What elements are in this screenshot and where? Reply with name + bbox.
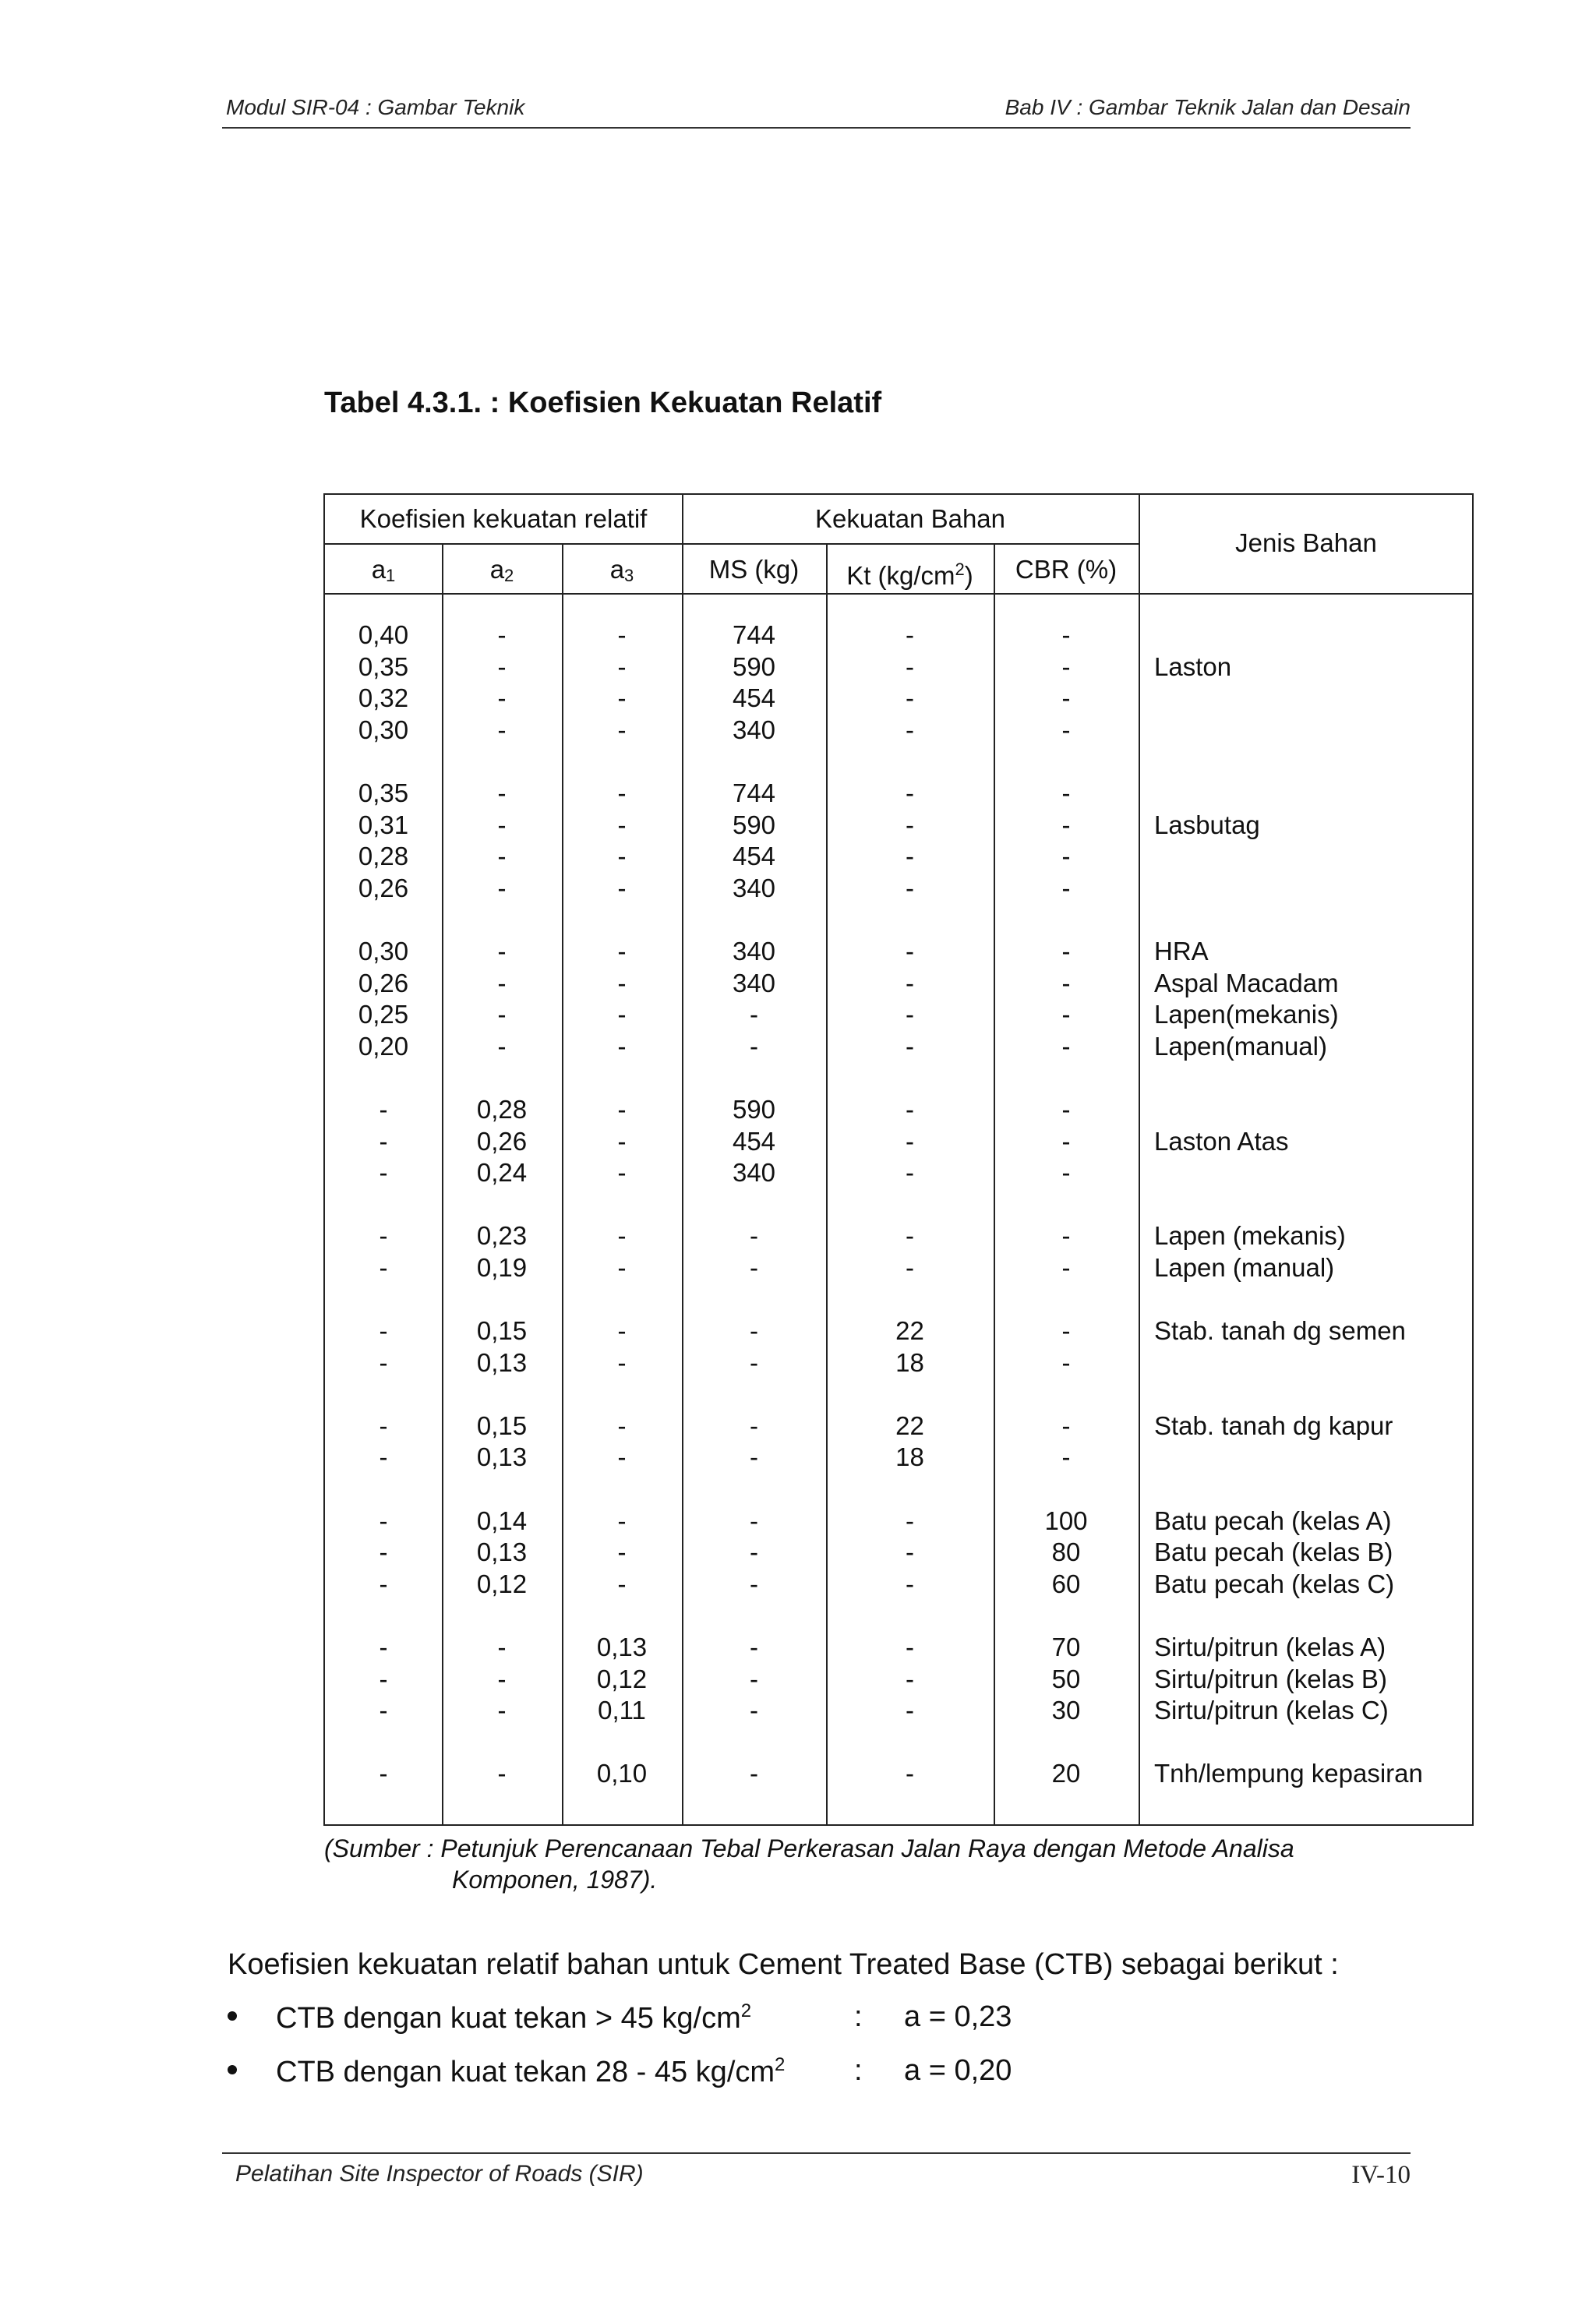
header-bottom-rule [325,593,1474,595]
bullet-colon: : [854,2054,863,2087]
source-line-2: Komponen, 1987). [452,1866,658,1894]
source-line-1: (Sumber : Petunjuk Perencanaan Tebal Perkerasan Jalan Raya dengan Metode Analisa [324,1834,1294,1862]
bullet-colon: : [854,2000,863,2033]
page-number: IV-10 [1351,2161,1411,2189]
header-chapter-title: Bab IV : Gambar Teknik Jalan dan Desain [1005,95,1411,119]
column-a1-values: 0,40 0,35 0,32 0,30 0,35 0,31 0,28 0,26 0,30 0,26 0,25 0,20 - - - - - - - - - - - - - - - - [358,620,409,1788]
column-jenis-values: Laston Lasbutag HRA Aspal Macadam Lapen(mekanis) Lapen(manual) Laston Atas Lapen (mekanis) Lapen (manual) Stab. tanah dg semen Stab. tanah dg kapur Batu pecah (kelas A) Batu pecah (kelas B) Batu pecah (kelas C) Sirtu/pitrun (kelas A) Sirtu/pitrun (kelas B) Sirtu/pitrun (kelas C) Tnh/lempung kepasiran [1154,651,1423,1788]
header-cbr: CBR (%) [1015,555,1118,584]
ctb-paragraph: Koefisien kekuatan relatif bahan untuk Cement Treated Base (CTB) sebagai berikut : [228,1948,1339,1981]
column-ms-values: 744 590 454 340 744 590 454 340 340 340 - - 590 454 340 - - - - - - - - - - - - - [732,620,776,1788]
header-jenis-bahan: Jenis Bahan [1235,528,1377,557]
footer-rule [222,2152,1411,2154]
bullet-dot-icon [228,2011,237,2021]
source-note [324,1833,1294,1895]
header-mid-rule [325,543,1139,545]
header-ms: MS (kg) [708,555,800,584]
table-title: Tabel 4.3.1. : Koefisien Kekuatan Relatif [324,387,882,419]
header-module-title: Modul SIR-04 : Gambar Teknik [226,95,525,119]
bullet-value: a = 0,23 [904,2000,1012,2033]
col-divider-cbr-jenis [1139,495,1140,1824]
footer-training-title: Pelatihan Site Inspector of Roads (SIR) [235,2161,644,2187]
header-a2: $a_2$ [489,555,514,585]
bullet-value: a = 0,20 [904,2054,1012,2087]
header-a1: $a_1$ [371,555,396,585]
header-a3: $a_3$ [609,555,634,585]
coefficient-table [323,493,1474,1826]
header-rule [222,127,1411,129]
column-cbr-values: - - - - - - - - - - - - - - - - - - - - - 100 80 60 70 50 30 20 [1044,620,1088,1788]
column-a2-values: - - - - - - - - - - - - 0,28 0,26 0,24 0,23 0,19 0,15 0,13 0,15 0,13 0,14 0,13 0,12 - - - - [476,620,528,1788]
header-kt: Kt $(kg/cm^2)$ [846,560,973,590]
group-header-coefficient: Koefisien kekuatan relatif [359,504,648,533]
bullet-text: CTB dengan kuat tekan > 45 $kg/cm^2$ [276,2000,752,2035]
bullet-dot-icon [228,2065,237,2074]
bullet-text: CTB dengan kuat tekan 28 - 45 $kg/cm^2$ [276,2054,786,2088]
column-kt-values: - - - - - - - - - - - - - - - - - 22 18 22 18 - - - - - - - [895,620,924,1788]
group-header-strength: Kekuatan Bahan [814,504,1006,533]
column-a3-values: - - - - - - - - - - - - - - - - - - - - - - - - 0,13 0,12 0,11 0,10 [596,620,648,1788]
